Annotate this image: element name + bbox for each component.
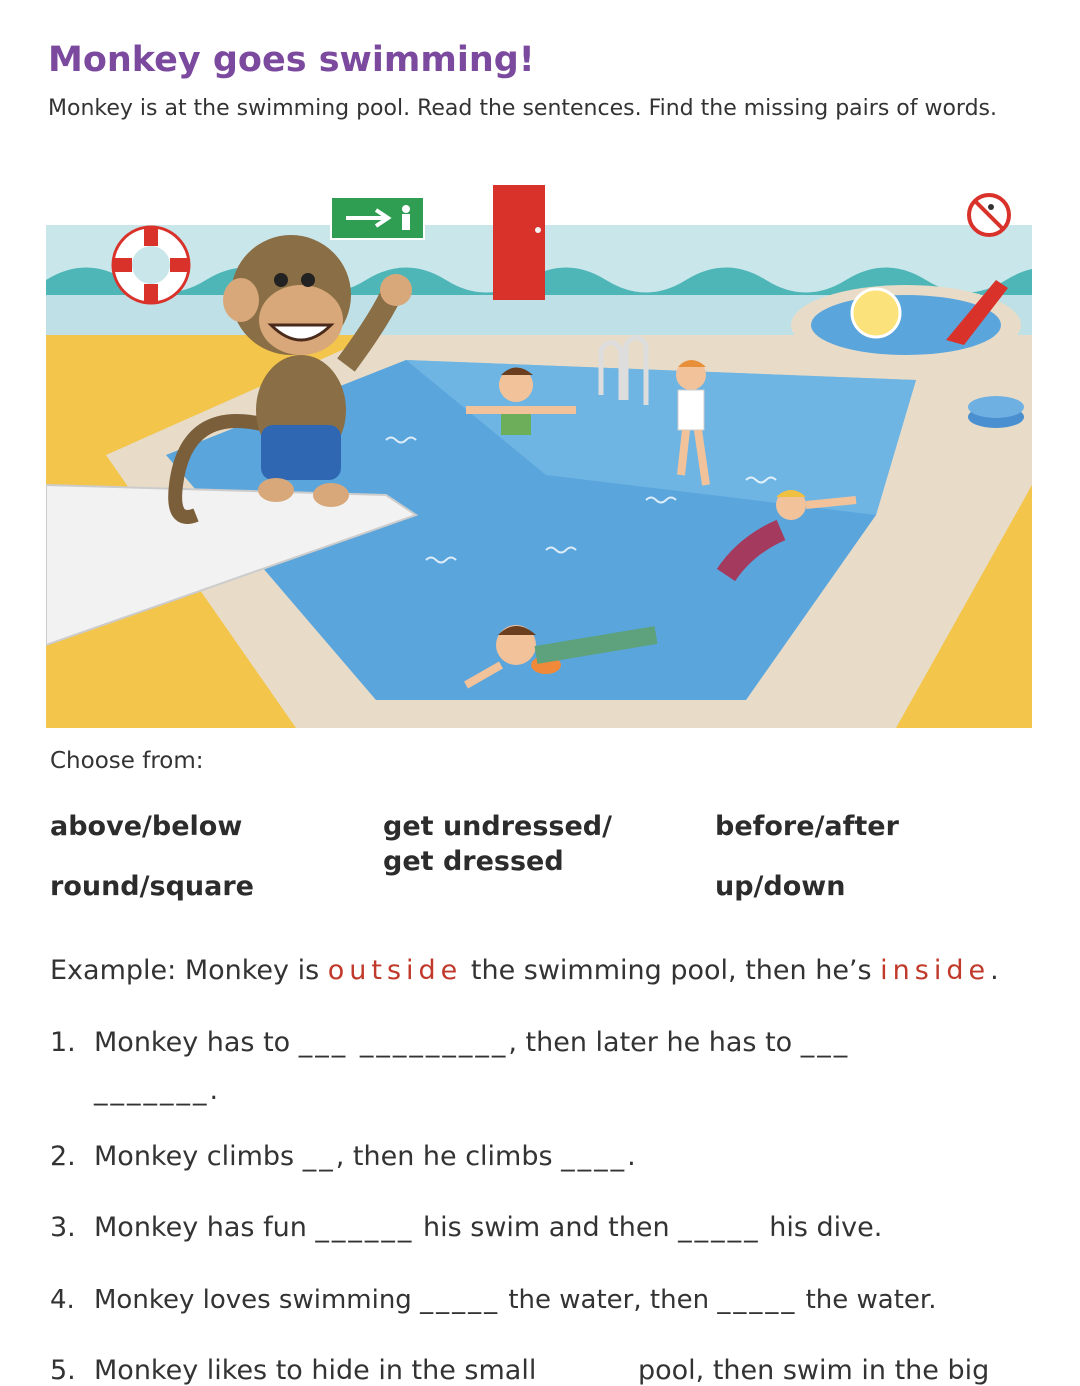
question-1-continued: _______. xyxy=(94,1075,219,1106)
question-number: 2. xyxy=(50,1141,76,1172)
page-title: Monkey goes swimming! xyxy=(48,40,535,80)
kickboards xyxy=(968,396,1024,428)
answer-blank[interactable]: _____ xyxy=(678,1212,761,1243)
choice-above-below: above/below xyxy=(50,811,243,842)
choice-round-square: round/square xyxy=(50,871,254,902)
choice-get-dressed: get dressed xyxy=(383,846,564,877)
choose-from-label: Choose from: xyxy=(50,748,204,774)
example-sentence: Example: Monkey is outside the swimming pool, then he’s inside. xyxy=(50,955,999,986)
question-3: 3. Monkey has fun ______ his swim and then _____ his dive. xyxy=(50,1212,883,1243)
choice-get-undressed: get undressed/ xyxy=(383,811,612,842)
question-1: 1. Monkey has to ___ _________, then later he has to ___ xyxy=(50,1027,851,1058)
choice-before-after: before/after xyxy=(715,811,899,842)
question-number: 5. xyxy=(50,1355,76,1386)
answer-blank[interactable]: _____ xyxy=(717,1285,798,1315)
example-answer-inside: inside xyxy=(880,955,991,986)
answer-blank[interactable]: ___ xyxy=(800,1027,851,1058)
question-number: 1. xyxy=(50,1027,76,1058)
swimming-pool-illustration xyxy=(46,185,1032,728)
answer-blank[interactable]: ___ _________ xyxy=(298,1027,509,1058)
life-ring-icon xyxy=(113,227,189,303)
no-running-sign-icon xyxy=(969,195,1009,235)
choice-up-down: up/down xyxy=(715,871,846,902)
answer-blank[interactable]: ______ xyxy=(315,1212,415,1243)
question-number: 4. xyxy=(50,1285,75,1315)
question-number: 3. xyxy=(50,1212,76,1243)
question-2: 2. Monkey climbs __, then he climbs ____. xyxy=(50,1141,636,1172)
question-5: 5. Monkey likes to hide in the small xyxy=(50,1355,537,1386)
answer-blank[interactable]: ____ xyxy=(561,1141,628,1172)
question-4: 4. Monkey loves swimming _____ the water, then _____ the water. xyxy=(50,1285,937,1315)
answer-blank[interactable]: __ xyxy=(302,1141,336,1172)
answer-blank[interactable]: _____ xyxy=(420,1285,501,1315)
question-5-continued: pool, then swim in the big xyxy=(638,1355,990,1386)
door xyxy=(493,185,545,300)
answer-blank[interactable]: _______ xyxy=(94,1075,210,1106)
instructions: Monkey is at the swimming pool. Read the sentences. Find the missing pairs of words. xyxy=(48,96,998,121)
example-answer-outside: outside xyxy=(327,955,463,986)
exit-sign-icon xyxy=(331,197,424,239)
